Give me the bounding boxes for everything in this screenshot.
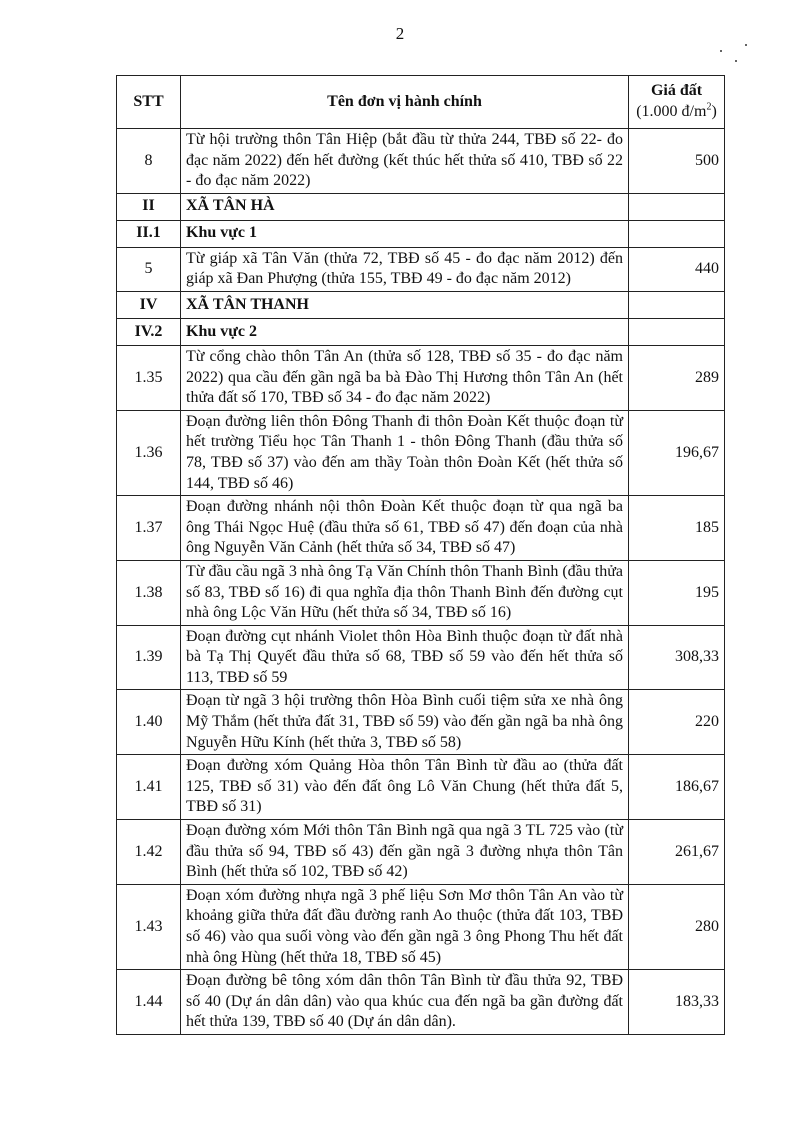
cell-price xyxy=(629,291,725,318)
cell-description: Đoạn đường xóm Mới thôn Tân Bình ngã qua ngã 3 TL 725 vào (từ đầu thửa số 94, TBĐ số 43) đến gần ngã 3 đường nhựa thôn Tân Bình (hết thửa số 102, TBĐ số 42) xyxy=(181,820,629,885)
scan-speck xyxy=(745,44,747,46)
cell-stt: 1.37 xyxy=(117,496,181,561)
section-row xyxy=(117,318,725,345)
header-price-unit-sup: 2 xyxy=(706,101,712,113)
table-row xyxy=(117,410,725,495)
cell-price: 440 xyxy=(629,247,725,291)
cell-stt: 1.35 xyxy=(117,345,181,410)
table-row xyxy=(117,755,725,820)
cell-stt: II xyxy=(117,193,181,220)
cell-description: Khu vực 1 xyxy=(181,220,629,247)
table-row xyxy=(117,970,725,1035)
cell-price xyxy=(629,193,725,220)
header-price-unit: (1.000 đ/m xyxy=(636,103,707,120)
table-row xyxy=(117,690,725,755)
header-stt: STT xyxy=(117,76,181,129)
header-price-title: Giá đất xyxy=(650,82,703,100)
cell-price: 195 xyxy=(629,560,725,625)
cell-price: 280 xyxy=(629,884,725,969)
scan-speck xyxy=(720,50,722,52)
section-row xyxy=(117,291,725,318)
cell-description: Khu vực 2 xyxy=(181,318,629,345)
table-header-row xyxy=(117,76,725,129)
cell-stt: 5 xyxy=(117,247,181,291)
cell-stt: IV.2 xyxy=(117,318,181,345)
cell-price: 261,67 xyxy=(629,820,725,885)
cell-stt: II.1 xyxy=(117,220,181,247)
cell-price: 196,67 xyxy=(629,410,725,495)
cell-stt: 1.36 xyxy=(117,410,181,495)
cell-stt: 1.41 xyxy=(117,755,181,820)
cell-price: 183,33 xyxy=(629,970,725,1035)
cell-stt: 1.40 xyxy=(117,690,181,755)
cell-description: Từ cổng chào thôn Tân An (thửa số 128, TBĐ số 35 - đo đạc năm 2022) qua cầu đến gần ngã ba bà Đào Thị Hương thôn Tân An (hết thửa đất số 170, TBĐ số 34 - đo đạc năm 2022) xyxy=(181,345,629,410)
cell-description: XÃ TÂN HÀ xyxy=(181,193,629,220)
header-price-unit-close: ) xyxy=(711,103,717,120)
header-land-price xyxy=(629,76,725,129)
section-row xyxy=(117,193,725,220)
cell-description: Đoạn đường bê tông xóm dân thôn Tân Bình từ đầu thửa 92, TBĐ số 40 (Dự án dân dân) vào qua khúc cua đến ngã ba gần đường đất hết thửa 139, TBĐ số 40 (Dự án dân dân). xyxy=(181,970,629,1035)
cell-price: 185 xyxy=(629,496,725,561)
page-number: 2 xyxy=(395,24,405,43)
cell-stt: 1.38 xyxy=(117,560,181,625)
cell-description: Đoạn đường liên thôn Đông Thanh đi thôn Đoàn Kết thuộc đoạn từ hết trường Tiểu học Tân Thanh 1 - thôn Đông Thanh (đầu thửa số 78, TBĐ số 37) vào đến am thầy Toàn thôn Đoàn Kết (hết thửa số 144, TBĐ số 46) xyxy=(181,410,629,495)
cell-stt: 8 xyxy=(117,129,181,194)
cell-description: Đoạn xóm đường nhựa ngã 3 phế liệu Sơn Mơ thôn Tân An vào từ khoảng giữa thửa đất đầu đường ranh Ao thuộc (thửa đất 103, TBĐ số 46) vào qua suối vòng vào đến gần ngã 3 ông Phong Thu hết đất nhà ông Hùng (hết thửa 18, TBĐ số 45) xyxy=(181,884,629,969)
cell-description: Đoạn đường nhánh nội thôn Đoàn Kết thuộc đoạn từ qua ngã ba ông Thái Ngọc Huệ (đầu thửa số 61, TBĐ số 47) đến đoạn của nhà ông Nguyễn Văn Cảnh (hết thửa số 34, TBĐ số 47) xyxy=(181,496,629,561)
cell-stt: 1.43 xyxy=(117,884,181,969)
cell-description: Đoạn đường xóm Quảng Hòa thôn Tân Bình từ đầu ao (thửa đất 125, TBĐ số 31) vào đến đất ông Lô Văn Chung (hết thửa đất 5, TBĐ số 31) xyxy=(181,755,629,820)
cell-description: Đoạn đường cụt nhánh Violet thôn Hòa Bình thuộc đoạn từ đất nhà bà Tạ Thị Quyết đầu thửa số 68, TBĐ số 59 vào đến hết thửa số 113, TBĐ số 59 xyxy=(181,625,629,690)
cell-stt: 1.44 xyxy=(117,970,181,1035)
table-row xyxy=(117,884,725,969)
cell-price: 500 xyxy=(629,129,725,194)
section-row xyxy=(117,220,725,247)
cell-description: Đoạn từ ngã 3 hội trường thôn Hòa Bình cuối tiệm sửa xe nhà ông Mỹ Thắm (hết thửa đất 31, TBĐ số 59) vào đến gần ngã ba nhà ông Nguyễn Hữu Kính (hết thửa 3, TBĐ số 58) xyxy=(181,690,629,755)
cell-description: Từ giáp xã Tân Văn (thửa 72, TBĐ số 45 - đo đạc năm 2012) đến giáp xã Đan Phượng (thửa 155, TBĐ 49 - đo đạc năm 2012) xyxy=(181,247,629,291)
cell-price: 308,33 xyxy=(629,625,725,690)
header-unit-name: Tên đơn vị hành chính xyxy=(181,76,629,129)
table-body xyxy=(117,129,725,1035)
table-row xyxy=(117,129,725,194)
cell-price: 289 xyxy=(629,345,725,410)
cell-price: 220 xyxy=(629,690,725,755)
table-row xyxy=(117,496,725,561)
cell-stt: 1.39 xyxy=(117,625,181,690)
cell-description: Từ hội trường thôn Tân Hiệp (bắt đầu từ thửa 244, TBĐ số 22- đo đạc năm 2022) đến hết đường (kết thúc hết thửa số 410, TBĐ số 22 - đo đạc năm 2022) xyxy=(181,129,629,194)
cell-description: Từ đầu cầu ngã 3 nhà ông Tạ Văn Chính thôn Thanh Bình (đầu thửa số 83, TBĐ số 16) đi qua nghĩa địa thôn Thanh Bình đến đường cụt nhà ông Lộc Văn Hữu (hết thửa số 34, TBĐ số 16) xyxy=(181,560,629,625)
cell-price xyxy=(629,220,725,247)
table-row xyxy=(117,820,725,885)
cell-stt: IV xyxy=(117,291,181,318)
table-row xyxy=(117,625,725,690)
cell-price: 186,67 xyxy=(629,755,725,820)
cell-price xyxy=(629,318,725,345)
land-price-table xyxy=(116,75,725,1035)
scan-speck xyxy=(735,60,737,62)
cell-description: XÃ TÂN THANH xyxy=(181,291,629,318)
table-row xyxy=(117,247,725,291)
cell-stt: 1.42 xyxy=(117,820,181,885)
table-row xyxy=(117,560,725,625)
table-row xyxy=(117,345,725,410)
